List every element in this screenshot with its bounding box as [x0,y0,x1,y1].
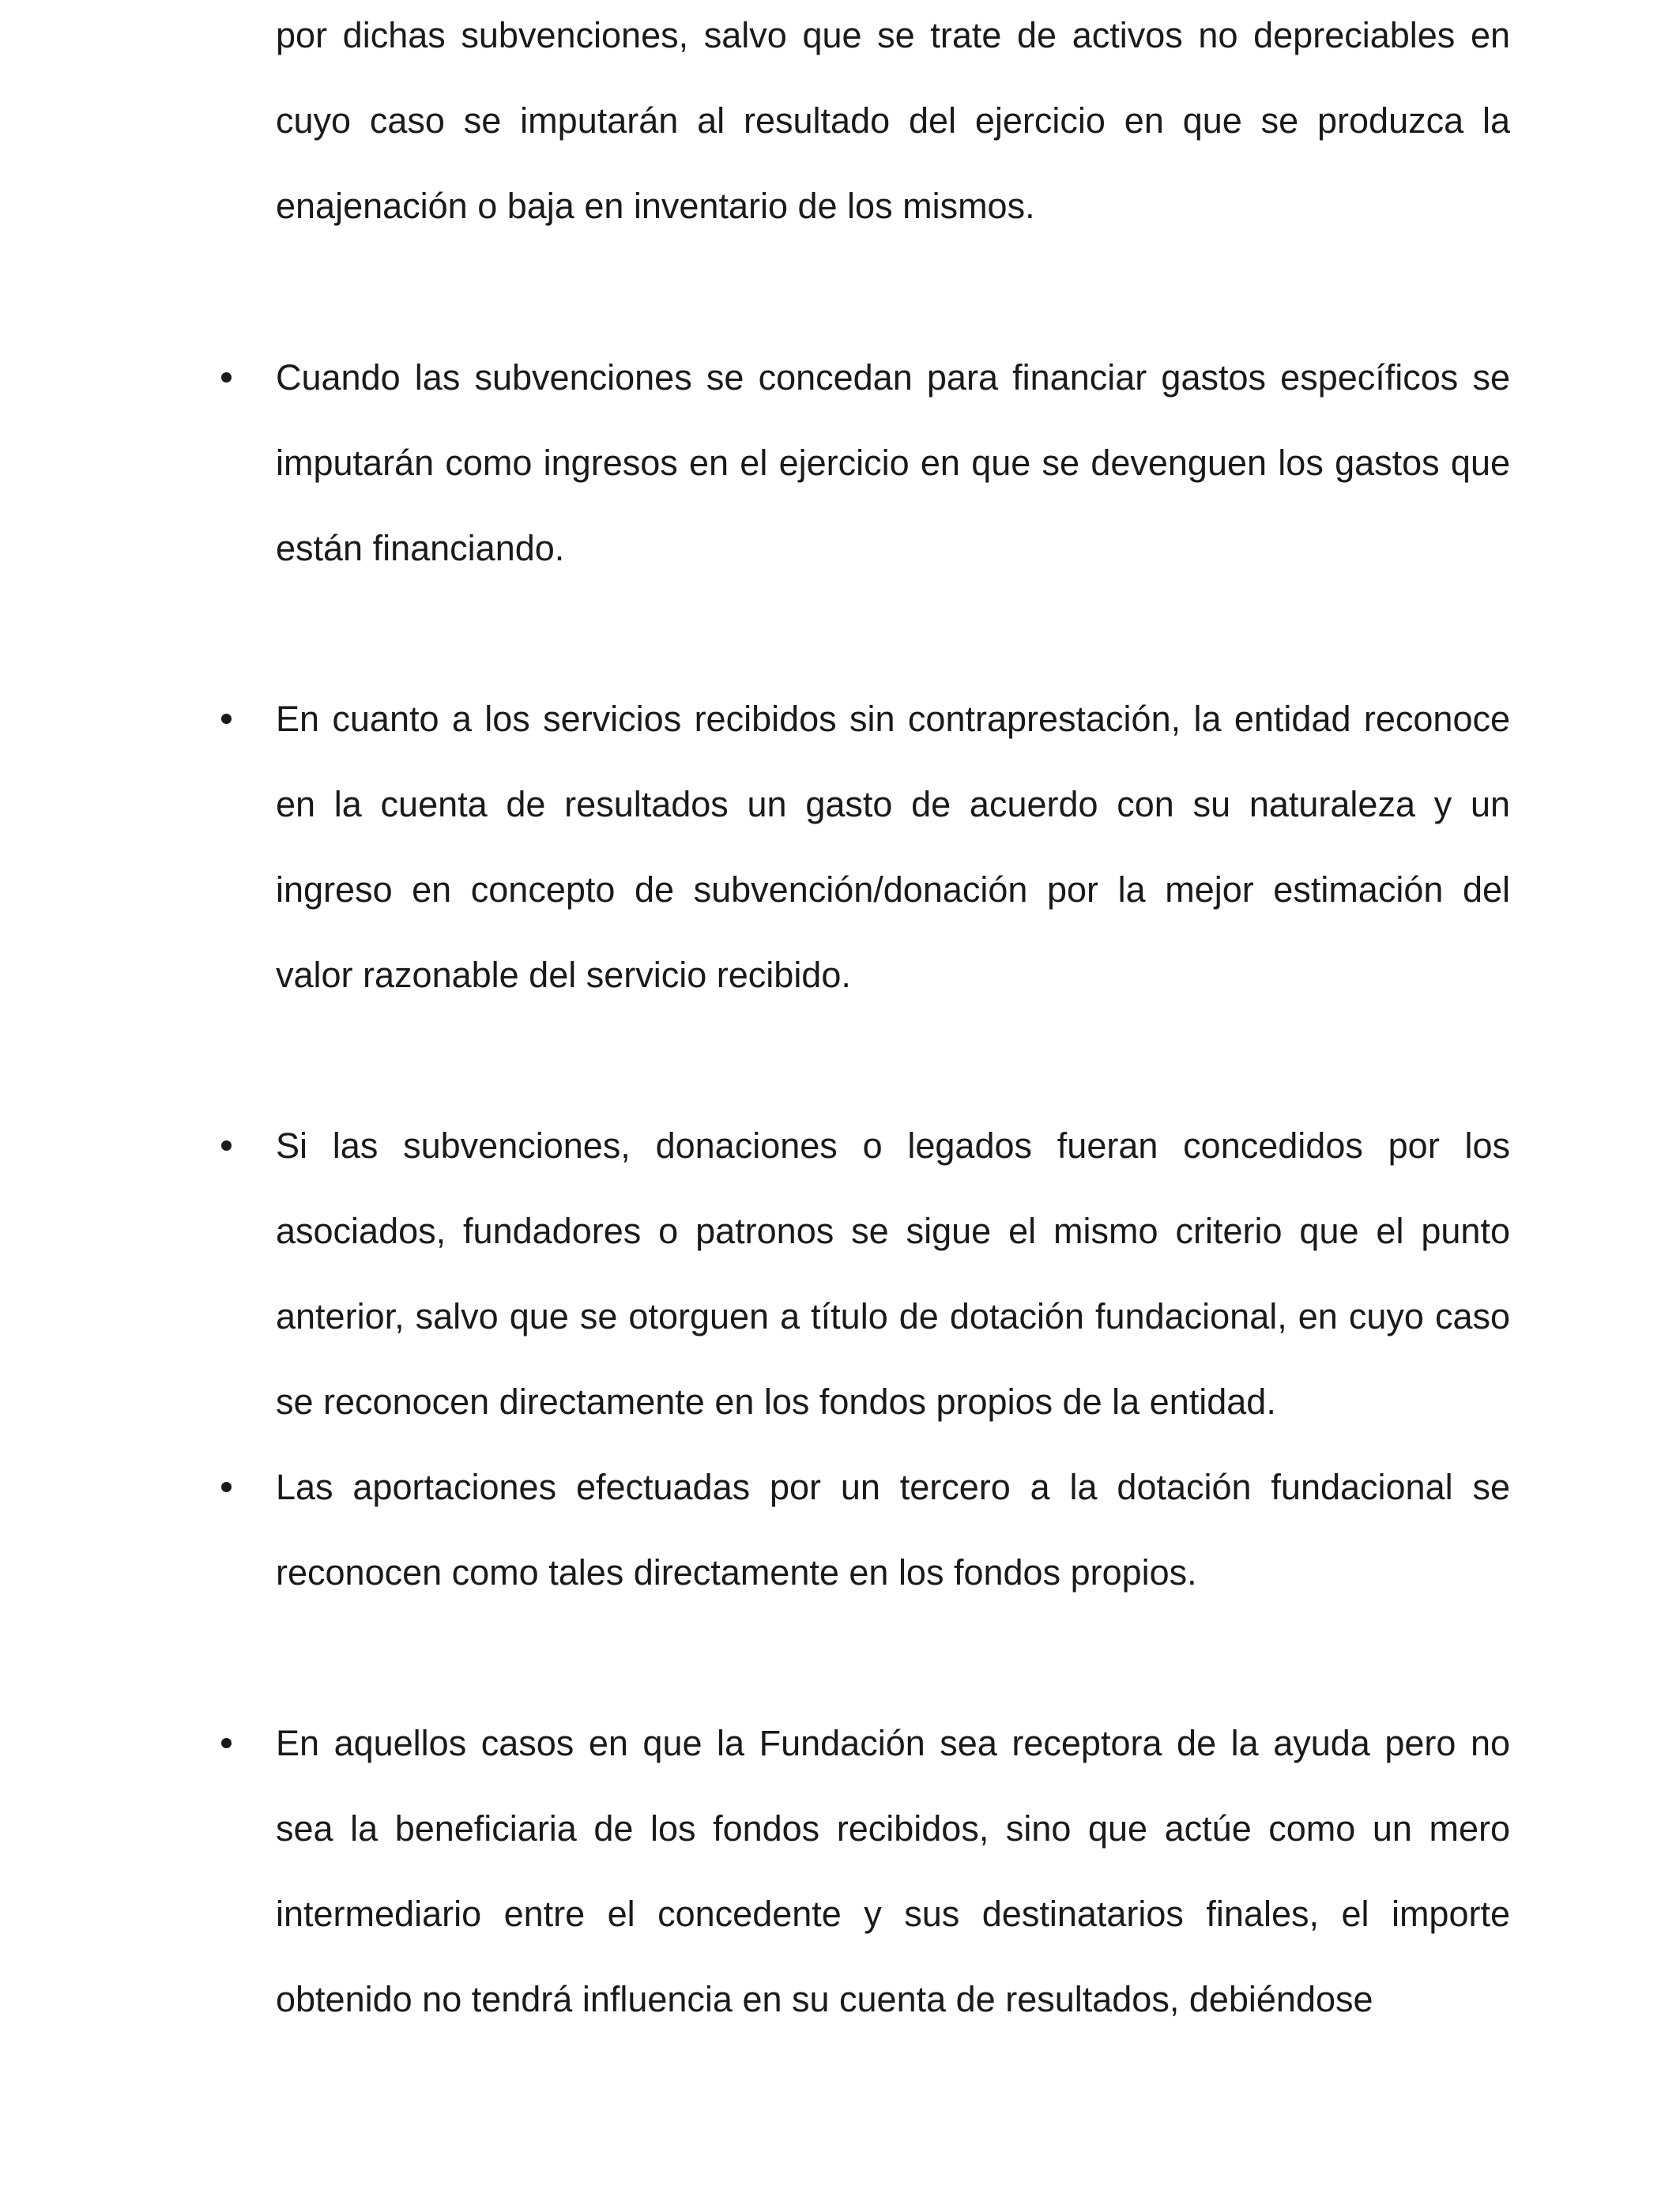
bullet-paragraph-2: En cuanto a los servicios recibidos sin contraprestación, la entidad reconoce en la cuenta de resultados un gasto de acuerdo con su naturaleza y un ingreso en concepto de subvención/donación por la mejor estimación del valor razonable del servicio recibido. [276,699,1510,995]
bullet-paragraph-3: Si las subvenciones, donaciones o legados fueran concedidos por los asociados, fundadores o patronos se sigue el mismo criterio que el punto anterior, salvo que se otorguen a título de dotación fundacional, en cuyo caso se reconocen directamente en los fondos propios de la entidad. [276,1125,1510,1422]
bullet-paragraph-4: Las aportaciones efectuadas por un tercero a la dotación fundacional se reconocen como tales directamente en los fondos propios. [276,1467,1510,1593]
bullet-icon [218,1140,240,1163]
bullet-paragraph-5: En aquellos casos en que la Fundación sea receptora de la ayuda pero no sea la beneficiaria de los fondos recibidos, sino que actúe como un mero intermediario entre el concedente y sus destinatarios finales, el importe obtenido no tendrá influencia en su cuenta de resultados, debiéndose [276,1723,1510,2019]
bullet-icon [218,372,240,394]
bullet-icon [218,1738,240,1760]
bullet-icon [218,714,240,736]
continuation-paragraph: por dichas subvenciones, salvo que se trate de activos no depreciables en cuyo caso se imputarán al resultado del ejercicio en que se produzca la enajenación o baja en inventario de los mismos. [276,15,1510,226]
bullet-paragraph-1: Cuando las subvenciones se concedan para financiar gastos específicos se imputarán como ingresos en el ejercicio en que se devenguen los gastos que están financiando. [276,357,1510,568]
bullet-icon [218,1482,240,1504]
